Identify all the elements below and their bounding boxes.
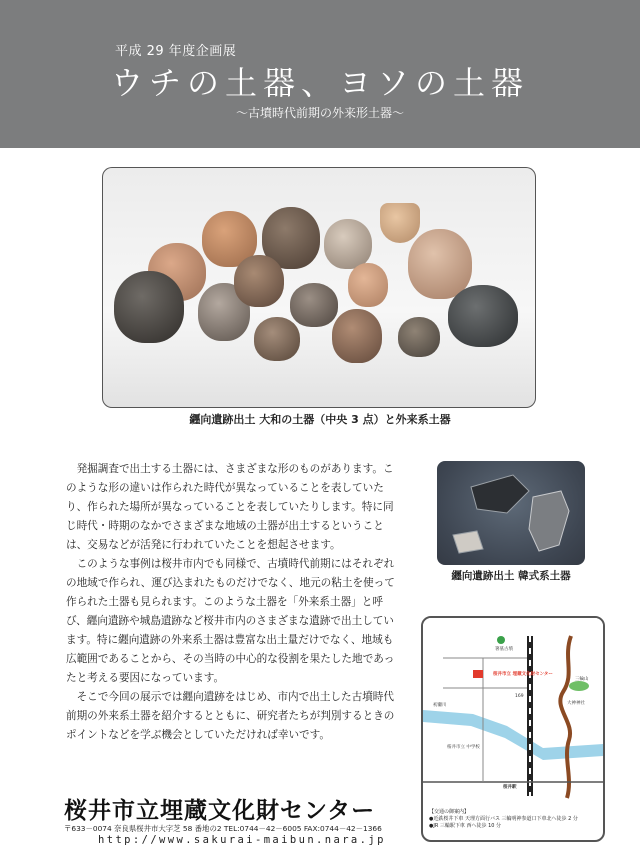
map-drawing [423,618,603,808]
body-paragraph-1: 発掘調査で出土する土器には、さまざまな形のものがあります。このような形の違いは作られた時代が異なっていることを表していたり、作られた場所が異なっていることを表していたりします。特に同じ時代・時期のなかでさまざまな地域の土器が出土するということは、交易などが活発に行われていたことを想起させます。 [66,463,394,551]
access-map [421,616,605,842]
exhibition-subtitle: 〜古墳時代前期の外来形土器〜 [235,106,404,120]
pot-3 [324,219,372,269]
access-line-1: ●近鉄桜井下車 天理方面行バス 三輪明神参道口下車北へ徒歩 2 分 [429,816,578,822]
pottery-photo [102,167,536,408]
map-label-river: 初瀬川 [433,703,447,708]
map-label-station: 桜井駅 [503,785,517,790]
access-info [429,809,599,830]
map-label-shrine: 大神神社 [567,701,585,706]
pot-13 [398,317,440,357]
access-line-2: ●JR 三輪駅下車 西へ徒歩 10 分 [429,823,502,829]
body-paragraph-2: このような事例は桜井市内でも同様で、古墳時代前期にはそれぞれの地域で作られ、運び込まれたものだけでなく、地元の粘土を使って作られた土器も見られます。このような土器を「外来系土器」と呼び、纒向遺跡や城島遺跡など桜井市内のさまざまな遺跡で出土しています。特に纒向遺跡の外来系土器は豊富な出土量だけでなく、地域も広範囲であることから、その当時の中心的な役割を果たした地であったと考える要因になっています。 [66,558,395,684]
pot-4 [408,229,472,299]
pot-11 [254,317,300,361]
map-label-school: 桜井市立 中学校 [447,745,480,750]
stem-cup [380,203,420,243]
map-label-route: 169 [515,694,524,699]
exhibition-label: 平成 29 年度企画展 [115,44,237,59]
map-label-kofun: 箸墓古墳 [495,647,513,652]
pot-8 [234,255,284,307]
shard-illustration [437,461,585,565]
access-title: 【交通の御案内】 [429,809,470,815]
main-photo-caption: 纒向遺跡出土 大和の土器（中央 3 点）と外来系土器 [189,413,451,426]
exhibition-title: ウチの土器、ヨソの土器 [110,64,529,102]
header-banner [0,0,640,148]
map-label-center: 桜井市立 埋蔵文化財センター [493,672,553,677]
org-url[interactable]: http://www.sakurai-maibun.nara.jp [98,834,386,846]
body-paragraph-3: そこで今回の展示では纒向遺跡をはじめ、市内で出土した古墳時代前期の外来系土器を紹介するとともに、研究者たちが判別するときのポイントなどを学ぶ機会としていただければ幸いです。 [66,691,395,741]
pot-12 [332,309,382,363]
pot-14 [448,285,518,347]
body-text [66,460,402,745]
side-photo-caption: 纒向遺跡出土 韓式系土器 [451,570,571,582]
org-address: 〒633－0074 奈良県桜井市大字芝 58 番地の2 TEL:0744－42－6005 FAX:0744－42－1366 [64,824,382,833]
pot-6 [114,271,184,343]
pot-10 [348,263,388,307]
pot-9 [290,283,338,327]
org-name: 桜井市立埋蔵文化財センター [64,797,376,824]
map-label-miwa: 三輪山 [575,677,589,682]
korean-pottery-photo [437,461,585,565]
